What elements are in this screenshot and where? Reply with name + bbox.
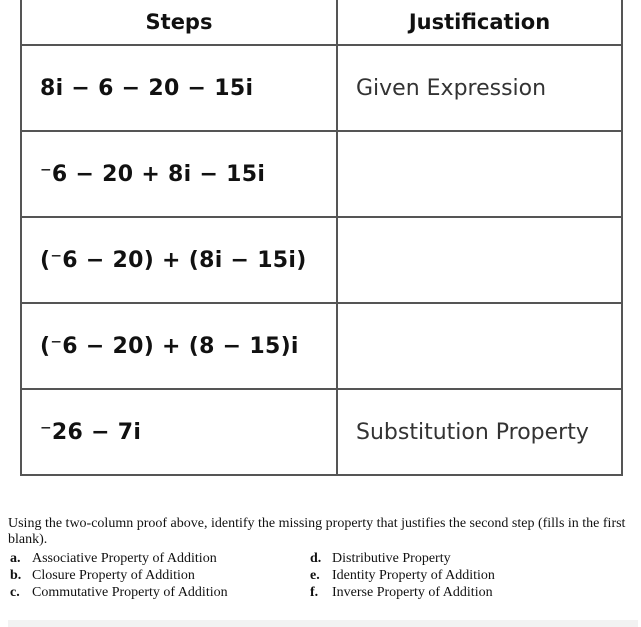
choice-c[interactable] [10, 584, 228, 601]
choice-letter: f. [310, 585, 319, 600]
choice-letter: c. [10, 585, 20, 600]
justification-cell: Substitution Property [337, 389, 622, 475]
choice-letter: a. [10, 551, 21, 566]
step-cell: (⁻6 − 20) + (8i − 15i) [21, 217, 337, 303]
table-row [21, 131, 622, 217]
choices-left-column [10, 550, 228, 601]
question-text: Using the two-column proof above, identify the missing property that justifies the second step (fills in the first blank). [8, 516, 626, 547]
justification-cell-blank [337, 217, 622, 303]
bottom-divider [8, 620, 638, 627]
step-cell: 8i − 6 − 20 − 15i [21, 45, 337, 131]
table-row [21, 217, 622, 303]
table-row [21, 303, 622, 389]
choice-label: Associative Property of Addition [32, 551, 217, 566]
choice-f[interactable] [310, 584, 495, 601]
step-cell: ⁻26 − 7i [21, 389, 337, 475]
choice-letter: e. [310, 568, 320, 583]
step-cell: ⁻6 − 20 + 8i − 15i [21, 131, 337, 217]
step-cell: (⁻6 − 20) + (8 − 15)i [21, 303, 337, 389]
two-column-proof-table [20, 0, 623, 476]
choice-label: Closure Property of Addition [32, 568, 195, 583]
justification-header: Justification [337, 0, 622, 45]
choice-letter: b. [10, 568, 22, 583]
justification-cell: Given Expression [337, 45, 622, 131]
steps-header: Steps [21, 0, 337, 45]
table-row [21, 45, 622, 131]
choice-letter: d. [310, 551, 322, 566]
table-row [21, 389, 622, 475]
choice-label: Commutative Property of Addition [32, 585, 228, 600]
answer-choices [8, 550, 638, 602]
table-header-row [21, 0, 622, 45]
justification-cell-blank [337, 131, 622, 217]
choices-right-column [310, 550, 495, 601]
choice-d[interactable] [310, 550, 495, 567]
choice-label: Distributive Property [332, 551, 451, 566]
choice-label: Identity Property of Addition [332, 568, 495, 583]
choice-label: Inverse Property of Addition [332, 585, 493, 600]
justification-cell-blank [337, 303, 622, 389]
choice-e[interactable] [310, 567, 495, 584]
choice-a[interactable] [10, 550, 228, 567]
choice-b[interactable] [10, 567, 228, 584]
